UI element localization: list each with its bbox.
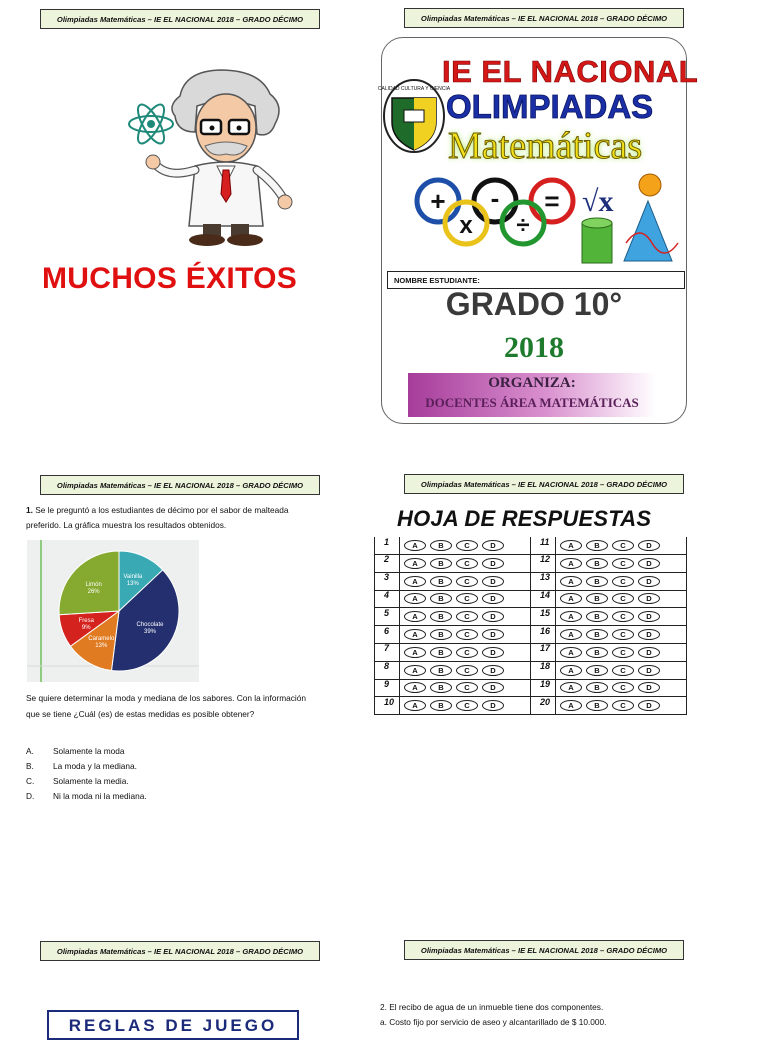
- answer-row: [530, 537, 686, 555]
- question-number: 13: [530, 572, 556, 590]
- answer-bubble-c[interactable]: C: [456, 576, 478, 587]
- question-number: 14: [530, 590, 556, 608]
- answer-bubble-c[interactable]: C: [456, 700, 478, 711]
- answer-bubble-b[interactable]: B: [430, 647, 452, 658]
- pie-label: Vainilla: [123, 574, 143, 581]
- flavor-pie-chart: [27, 540, 199, 682]
- answer-bubble-d[interactable]: D: [482, 540, 504, 551]
- answer-bubble-d[interactable]: D: [482, 558, 504, 569]
- student-name-field[interactable]: NOMBRE ESTUDIANTE:: [387, 271, 685, 289]
- question-number: 5: [374, 608, 400, 626]
- math-rings-illustration: [412, 173, 684, 268]
- question-number: 20: [530, 697, 556, 715]
- answer-bubble-a[interactable]: A: [404, 647, 426, 658]
- cover-subject: Matemáticas: [448, 125, 643, 167]
- answer-bubble-a[interactable]: A: [404, 558, 426, 569]
- answer-row: [374, 608, 530, 626]
- answer-bubble-c[interactable]: C: [612, 611, 634, 622]
- answer-bubble-a[interactable]: A: [404, 576, 426, 587]
- question-1-options: [26, 744, 147, 804]
- answer-bubble-a[interactable]: A: [404, 611, 426, 622]
- answer-bubble-d[interactable]: D: [638, 682, 660, 693]
- option-text: Solamente la moda: [53, 746, 125, 756]
- answer-bubble-c[interactable]: C: [612, 665, 634, 676]
- answer-bubble-d[interactable]: D: [482, 700, 504, 711]
- question-number: 19: [530, 679, 556, 697]
- answer-bubble-b[interactable]: B: [430, 665, 452, 676]
- scientist-illustration: [125, 66, 300, 248]
- answer-row: [530, 644, 686, 662]
- pie-label: Limón: [85, 582, 102, 589]
- answer-bubble-c[interactable]: C: [456, 629, 478, 640]
- question-number: 17: [530, 643, 556, 661]
- answer-bubble-d[interactable]: D: [638, 665, 660, 676]
- answer-row: [530, 697, 686, 715]
- pie-percent-label: 39%: [143, 628, 157, 635]
- answer-bubble-c[interactable]: C: [612, 700, 634, 711]
- rules-title: REGLAS DE JUEGO: [47, 1010, 299, 1040]
- pie-percent-label: 13%: [126, 581, 139, 588]
- answer-bubble-c[interactable]: C: [612, 647, 634, 658]
- answer-row: [530, 662, 686, 680]
- question-number: 12: [530, 554, 556, 572]
- pie-label: Chocolate: [136, 621, 164, 628]
- answer-bubble-c[interactable]: C: [456, 665, 478, 676]
- answer-bubble-b[interactable]: B: [430, 700, 452, 711]
- answer-row: [530, 573, 686, 591]
- atom-icon: [129, 101, 173, 147]
- answer-bubble-c[interactable]: C: [456, 647, 478, 658]
- answer-bubble-c[interactable]: C: [612, 576, 634, 587]
- question-2-line: a. Costo fijo por servicio de aseo y alcantarillado de $ 10.000.: [380, 1017, 607, 1027]
- answer-bubble-b[interactable]: B: [586, 558, 608, 569]
- question-1-text: Se quiere determinar la moda y mediana de los sabores. Con la información que se tiene ¿Cuál (es) de estas medidas es posible obtener?: [26, 693, 306, 719]
- option-a[interactable]: [26, 744, 147, 759]
- answer-bubble-d[interactable]: D: [482, 629, 504, 640]
- answer-bubble-a[interactable]: A: [560, 629, 582, 640]
- answer-bubble-c[interactable]: C: [612, 540, 634, 551]
- answer-row: [374, 590, 530, 608]
- question-number: 10: [374, 697, 400, 715]
- school-shield-logo: [377, 78, 451, 156]
- organizer-banner: [408, 373, 656, 417]
- question-number: 16: [530, 626, 556, 644]
- question-number: 8: [374, 661, 400, 679]
- answer-bubble-b[interactable]: B: [430, 629, 452, 640]
- answer-bubble-a[interactable]: A: [560, 611, 582, 622]
- cover-subtitle: OLIMPIADAS: [446, 88, 654, 125]
- option-text: Solamente la media.: [53, 776, 129, 786]
- question-number: 7: [374, 643, 400, 661]
- answer-bubble-d[interactable]: D: [482, 593, 504, 604]
- grade-label: GRADO 10°: [445, 286, 623, 322]
- option-key: A.: [26, 746, 34, 756]
- option-text: Ni la moda ni la mediana.: [53, 791, 147, 801]
- answer-bubble-c[interactable]: C: [456, 558, 478, 569]
- answer-column-border: [686, 537, 687, 715]
- answer-row: [530, 555, 686, 573]
- answer-bubble-b[interactable]: B: [430, 682, 452, 693]
- answer-bubble-c[interactable]: C: [612, 558, 634, 569]
- answer-bubble-b[interactable]: B: [586, 647, 608, 658]
- answer-row: [374, 626, 530, 644]
- pie-label: Caramelo: [88, 635, 115, 642]
- question-number: 1.: [26, 505, 33, 515]
- answer-bubble-b[interactable]: B: [430, 593, 452, 604]
- answer-bubble-b[interactable]: B: [586, 665, 608, 676]
- question-number: 4: [374, 590, 400, 608]
- answer-row: [374, 697, 530, 715]
- answer-bubble-d[interactable]: D: [482, 576, 504, 587]
- answer-bubble-b[interactable]: B: [430, 576, 452, 587]
- answer-bubble-d[interactable]: D: [482, 682, 504, 693]
- question-number: 2: [374, 554, 400, 572]
- shield-text: CALIDAD CULTURA Y CIENCIA: [377, 86, 451, 92]
- answer-row: [374, 537, 530, 555]
- option-text: La moda y la mediana.: [53, 761, 137, 771]
- answer-bubble-a[interactable]: A: [560, 593, 582, 604]
- equals-symbol: =: [544, 186, 560, 216]
- answer-row: [530, 626, 686, 644]
- answer-bubble-d[interactable]: D: [638, 611, 660, 622]
- year-label: 2018: [504, 331, 564, 364]
- option-c[interactable]: [26, 774, 147, 789]
- cover-page: [377, 37, 699, 424]
- option-key: D.: [26, 791, 35, 801]
- answer-row: [374, 644, 530, 662]
- answer-bubble-a[interactable]: A: [560, 540, 582, 551]
- answer-bubble-d[interactable]: D: [482, 665, 504, 676]
- answer-bubble-d[interactable]: D: [638, 629, 660, 640]
- answer-bubble-a[interactable]: A: [404, 540, 426, 551]
- answer-bubble-a[interactable]: A: [560, 682, 582, 693]
- organizer-label: ORGANIZA:: [488, 375, 576, 391]
- question-prompt-text: Se le preguntó a los estudiantes de décimo por el sabor de malteada preferido. La gráfica muestra los resultados obtenidos.: [26, 505, 289, 530]
- answer-row: [530, 608, 686, 626]
- answer-bubble-a[interactable]: A: [560, 576, 582, 587]
- question-number: 11: [530, 537, 556, 555]
- answer-bubble-c[interactable]: C: [612, 682, 634, 693]
- answer-bubble-c[interactable]: C: [612, 629, 634, 640]
- option-key: C.: [26, 776, 35, 786]
- question-2-line: 2. El recibo de agua de un inmueble tiene dos componentes.: [380, 1002, 604, 1012]
- answer-row: [530, 590, 686, 608]
- success-message: MUCHOS ÉXITOS: [42, 262, 298, 295]
- page-header: Olimpiadas Matemáticas – IE EL NACIONAL 2018 – GRADO DÉCIMO: [40, 941, 320, 961]
- page-header: Olimpiadas Matemáticas – IE EL NACIONAL 2018 – GRADO DÉCIMO: [404, 474, 684, 494]
- answer-row: [530, 679, 686, 697]
- answer-bubble-c[interactable]: C: [456, 682, 478, 693]
- answer-sheet-title: HOJA DE RESPUESTAS: [397, 506, 652, 531]
- answer-bubble-b[interactable]: B: [586, 682, 608, 693]
- pie-percent-label: 26%: [87, 589, 100, 596]
- answer-bubble-d[interactable]: D: [638, 558, 660, 569]
- sqrt-symbol: √x: [582, 185, 614, 218]
- option-b[interactable]: [26, 759, 147, 774]
- answer-bubble-a[interactable]: A: [560, 665, 582, 676]
- answer-bubble-a[interactable]: A: [560, 700, 582, 711]
- answer-bubble-a[interactable]: A: [404, 593, 426, 604]
- organizer-name: DOCENTES ÁREA MATEMÁTICAS: [425, 395, 639, 410]
- question-number: 3: [374, 572, 400, 590]
- question-2: [380, 1000, 606, 1030]
- answer-bubble-d[interactable]: D: [482, 611, 504, 622]
- question-number: 1: [374, 537, 400, 555]
- answer-bubble-a[interactable]: A: [404, 700, 426, 711]
- page-header: Olimpiadas Matemáticas – IE EL NACIONAL 2018 – GRADO DÉCIMO: [404, 940, 684, 960]
- answer-bubble-b[interactable]: B: [586, 576, 608, 587]
- question-number: 15: [530, 608, 556, 626]
- cover-title: IE EL NACIONAL: [442, 54, 699, 89]
- answer-bubble-d[interactable]: D: [638, 576, 660, 587]
- answer-bubble-a[interactable]: A: [404, 682, 426, 693]
- times-symbol: x: [459, 212, 473, 239]
- answer-bubble-b[interactable]: B: [430, 558, 452, 569]
- answer-bubble-d[interactable]: D: [638, 700, 660, 711]
- answer-bubble-b[interactable]: B: [586, 700, 608, 711]
- answer-bubble-b[interactable]: B: [430, 540, 452, 551]
- answer-bubble-c[interactable]: C: [456, 593, 478, 604]
- plus-symbol: +: [430, 186, 446, 216]
- answer-bubble-a[interactable]: A: [404, 665, 426, 676]
- question-number: 6: [374, 626, 400, 644]
- answer-row: [374, 679, 530, 697]
- answer-bubble-d[interactable]: D: [638, 540, 660, 551]
- question-1-prompt: [26, 503, 316, 533]
- answer-bubble-d[interactable]: D: [638, 647, 660, 658]
- answer-bubble-b[interactable]: B: [586, 611, 608, 622]
- question-number: 9: [374, 679, 400, 697]
- answer-row: [374, 573, 530, 591]
- answer-bubble-a[interactable]: A: [560, 647, 582, 658]
- answer-bubble-b[interactable]: B: [430, 611, 452, 622]
- page-header: Olimpiadas Matemáticas – IE EL NACIONAL 2018 – GRADO DÉCIMO: [40, 475, 320, 495]
- answer-bubble-c[interactable]: C: [456, 611, 478, 622]
- page-header: Olimpiadas Matemáticas – IE EL NACIONAL 2018 – GRADO DÉCIMO: [404, 8, 684, 28]
- answer-bubble-b[interactable]: B: [586, 629, 608, 640]
- answer-bubble-b[interactable]: B: [586, 540, 608, 551]
- answer-bubble-a[interactable]: A: [404, 629, 426, 640]
- answer-bubble-d[interactable]: D: [638, 593, 660, 604]
- answer-bubble-a[interactable]: A: [560, 558, 582, 569]
- answer-row: [374, 662, 530, 680]
- pie-label: Fresa: [78, 617, 94, 624]
- answer-row: [374, 555, 530, 573]
- question-number: 18: [530, 661, 556, 679]
- pie-percent-label: 9%: [81, 624, 91, 631]
- answer-bubble-b[interactable]: B: [586, 593, 608, 604]
- minus-symbol: -: [490, 183, 500, 213]
- answer-bubble-c[interactable]: C: [612, 593, 634, 604]
- option-key: B.: [26, 761, 34, 771]
- option-d[interactable]: [26, 789, 147, 804]
- page-header: Olimpiadas Matemáticas – IE EL NACIONAL 2018 – GRADO DÉCIMO: [40, 9, 320, 29]
- answer-bubble-c[interactable]: C: [456, 540, 478, 551]
- pie-percent-label: 13%: [95, 642, 108, 649]
- answer-bubble-d[interactable]: D: [482, 647, 504, 658]
- divide-symbol: ÷: [516, 212, 530, 239]
